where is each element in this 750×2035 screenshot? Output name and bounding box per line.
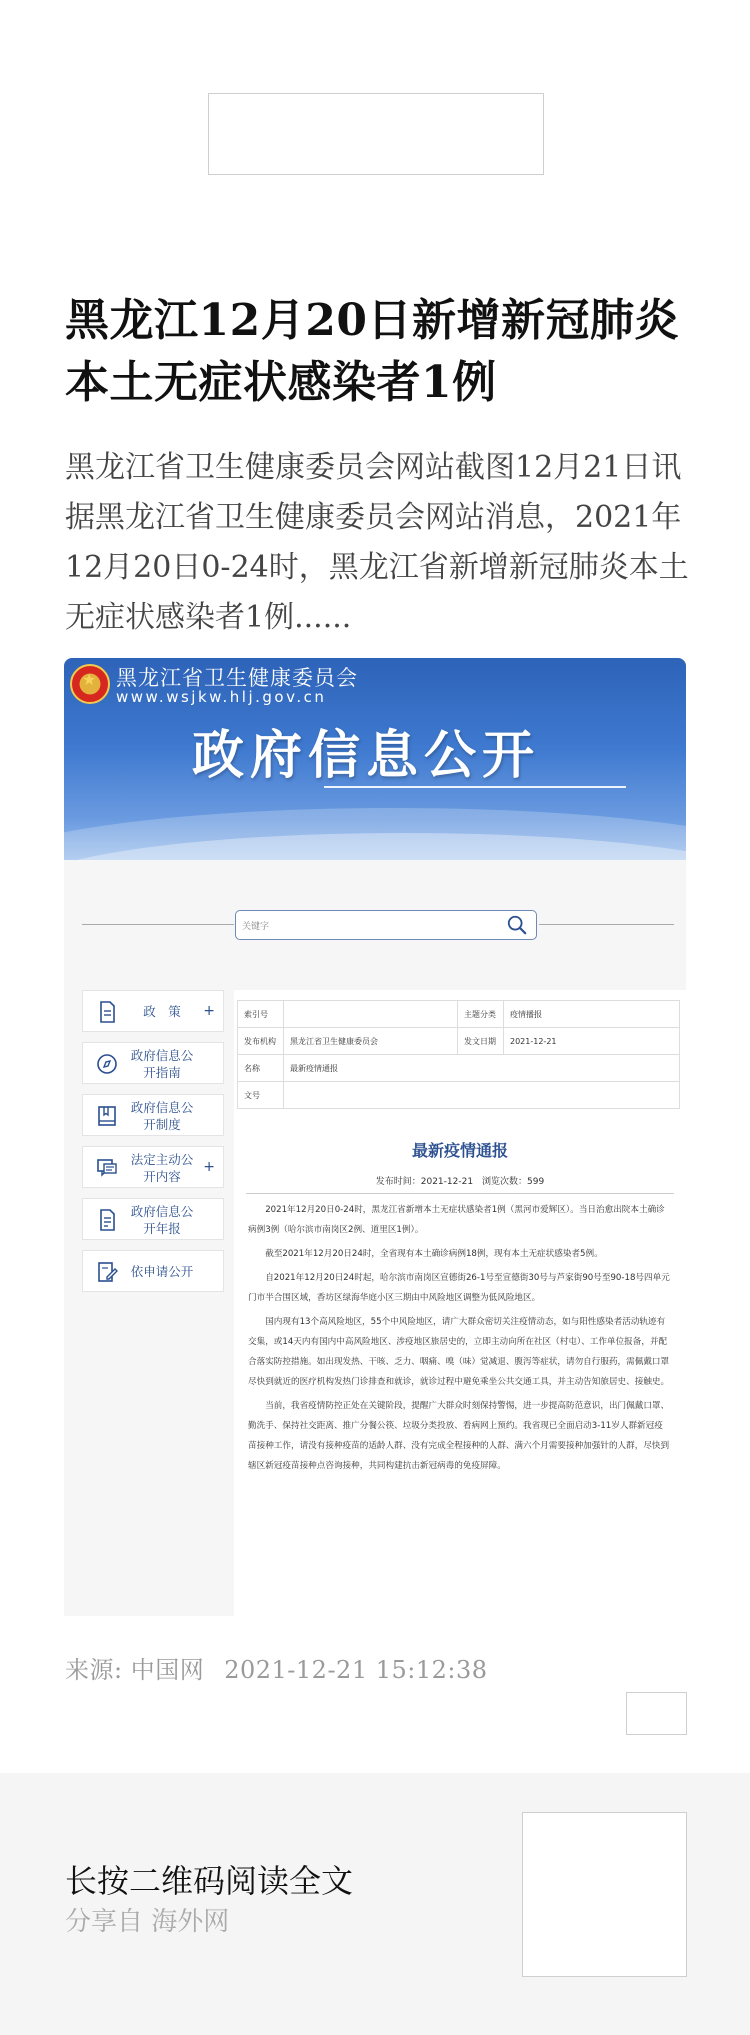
sidebar-item-label: 法定主动公开内容: [130, 1152, 194, 1184]
table-cell: 索引号: [238, 1001, 284, 1028]
sidebar-item-label: 政 策: [143, 1004, 181, 1019]
footer-title: 长按二维码阅读全文: [65, 1862, 354, 1900]
sidebar-item-guide[interactable]: [82, 1042, 224, 1084]
sidebar-item-label: 依申请公开: [130, 1264, 194, 1279]
search-area: [64, 860, 686, 990]
table-row: [238, 1028, 680, 1055]
table-cell: 疫情播报: [504, 1001, 680, 1028]
document-panel: [234, 990, 686, 1616]
content-area: [64, 990, 686, 1616]
national-emblem-icon: [70, 664, 110, 704]
sidebar-item-label: 政府信息公开指南: [130, 1048, 194, 1080]
table-cell: 发布机构: [238, 1028, 284, 1055]
site-banner: [64, 658, 686, 860]
sidebar-item-content[interactable]: [82, 1146, 224, 1188]
article-image: [64, 658, 686, 1616]
article-title: 黑龙江12月20日新增新冠肺炎本土无症状感染者1例: [65, 295, 679, 408]
divider: [246, 1193, 674, 1194]
sidebar-item-label: 政府信息公开制度: [130, 1100, 194, 1132]
compass-icon: [95, 1052, 119, 1076]
sidebar-item-system[interactable]: [82, 1094, 224, 1136]
book-icon: [95, 1104, 119, 1128]
table-cell: 黑龙江省卫生健康委员会: [284, 1028, 458, 1055]
paragraph: 当前，我省疫情防控正处在关键阶段，提醒广大群众时刻保持警惕，进一步提高防范意识，出门佩戴口罩、勤洗手、保持社交距离、推广分餐公筷、垃圾分类投放、看病网上预约。我省现已全面启动3-11岁人群新冠疫苗接种工作，请没有接种疫苗的适龄人群、没有完成全程接种的人群、满六个月需要接种加强针的人群，尽快到辖区新冠疫苗接种点咨询接种，共同构建抗击新冠病毒的免疫屏障。: [248, 1401, 670, 1471]
search-icon[interactable]: [506, 914, 528, 936]
paragraph: 自2021年12月20日24时起，哈尔滨市南岗区宣德街26-1号至宣德街30号与芦家街90号至90-18号四单元门市半合围区域，香坊区绿海华庭小区三期由中风险地区调整为低风险地区。: [248, 1273, 670, 1303]
logo-placeholder: [208, 93, 544, 175]
footer: [0, 1773, 750, 2035]
search-input[interactable]: [235, 910, 537, 940]
org-url: www.wsjkw.hlj.gov.cn: [116, 688, 327, 706]
article-source-line: [65, 1650, 508, 1685]
sidebar-item-label: 政府信息公开年报: [130, 1204, 194, 1236]
edit-icon: [95, 1260, 119, 1284]
share-placeholder: [626, 1692, 687, 1735]
info-table: [237, 1000, 680, 1109]
paragraph: 截至2021年12月20日24时，全省现有本土确诊病例18例，现有本土无症状感染者5例。: [265, 1249, 603, 1259]
table-cell: 2021-12-21: [504, 1028, 680, 1055]
chat-icon: [95, 1156, 119, 1180]
document-icon: [95, 1000, 119, 1024]
table-cell: 名称: [238, 1055, 284, 1082]
banner-underline: [324, 786, 626, 788]
search-placeholder: 关键字: [242, 922, 270, 932]
footer-subtitle: 分享自 海外网: [65, 1907, 230, 1937]
table-cell: 主题分类: [458, 1001, 504, 1028]
banner-title: 政府信息公开: [192, 726, 541, 786]
document-body: [248, 1200, 670, 1480]
qr-code-placeholder: [522, 1812, 687, 1977]
sidebar-item-policy[interactable]: [82, 990, 224, 1032]
paragraph: 国内现有13个高风险地区，55个中风险地区，请广大群众密切关注疫情动态，如与阳性感染者活动轨迹有交集，或14天内有国内中高风险地区、涉疫地区旅居史的，立即主动向所在社区（村屯）、工作单位报备，并配合落实防控措施。如出现发热、干咳、乏力、咽痛、嗅（味）觉减退、腹泻等症状，请勿自行服药，需佩戴口罩尽快到就近的医疗机构发热门诊排查和就诊，就诊过程中避免乘坐公共交通工具，并主动告知旅居史、接触史。: [248, 1317, 670, 1387]
table-row: [238, 1055, 680, 1082]
table-cell: 最新疫情通报: [284, 1055, 680, 1082]
publish-time: 2021-12-21 15:12:38: [224, 1656, 488, 1684]
document-meta: 发布时间：2021-12-21 浏览次数：599: [375, 1177, 545, 1187]
table-cell: 发文日期: [458, 1028, 504, 1055]
document-heading: 最新疫情通报: [411, 1141, 508, 1160]
expand-plus-icon[interactable]: +: [203, 1003, 215, 1019]
table-row: [238, 1001, 680, 1028]
table-cell: [284, 1001, 458, 1028]
report-icon: [95, 1208, 119, 1232]
expand-plus-icon[interactable]: +: [203, 1159, 215, 1175]
table-row: [238, 1082, 680, 1109]
source-label: 来源: 中国网: [65, 1656, 205, 1684]
table-cell: 文号: [238, 1082, 284, 1109]
paragraph: 2021年12月20日0-24时，黑龙江省新增本土无症状感染者1例（黑河市爱辉区）。当日治愈出院本土确诊病例3例（哈尔滨市南岗区2例、道里区1例）。: [248, 1205, 665, 1235]
org-name: 黑龙江省卫生健康委员会: [116, 666, 358, 690]
table-cell: [284, 1082, 680, 1109]
article-summary: 黑龙江省卫生健康委员会网站截图12月21日讯 据黑龙江省卫生健康委员会网站消息，2021年12月20日0-24时，黑龙江省新增新冠肺炎本土无症状感染者1例......: [65, 450, 742, 635]
sidebar-item-apply[interactable]: [82, 1250, 224, 1292]
sidebar-item-annual-report[interactable]: [82, 1198, 224, 1240]
